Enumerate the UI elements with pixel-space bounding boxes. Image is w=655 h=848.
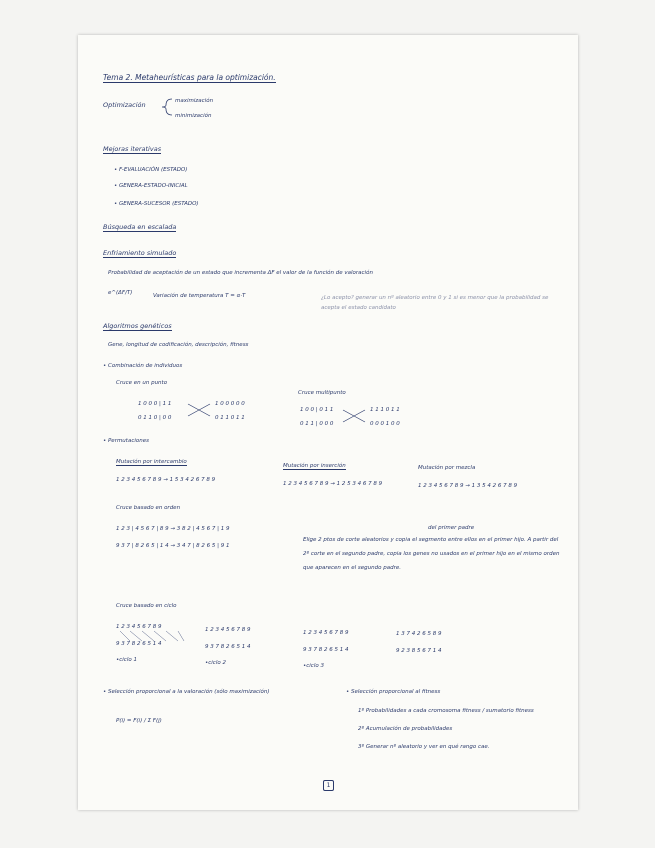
enfriamiento-note: ¿Lo acepto? generar un nº aleatorio entre 0 y 1 si es menor que la probabilidad se acepta el estado candidato (321, 295, 549, 311)
cruce-orden-label: Cruce basado en orden (116, 505, 181, 511)
enfriamiento-line1: Probabilidad de aceptación de un estado que incrementa ΔF el valor de la función de valoración (108, 270, 373, 276)
mut-mezcla-label: Mutación por mezcla (418, 465, 476, 471)
mejoras-item-3: • GENERA-SUCESOR (ESTADO) (114, 201, 199, 207)
optim-label: Optimización (103, 101, 146, 109)
mut-intercambio-label: Mutación por intercambio (116, 459, 187, 465)
ciclo1-row-a: 1 2 3 4 5 6 7 8 9 (116, 624, 162, 630)
cruce-multi-child-a: 1 1 1 0 1 1 (370, 407, 400, 413)
seleccion-right: • Selección proporcional al fitness (346, 689, 441, 695)
mejoras-item-2: • GENERA-ESTADO-INICIAL (114, 183, 188, 189)
cycle-lines-icon (118, 630, 188, 642)
busqueda-heading: Búsqueda en escalada (103, 223, 177, 231)
brace-icon (160, 97, 174, 117)
seleccion-formula: P(i) = F(i) / Σ F(j) (116, 718, 162, 724)
ciclo2-row-b: 9 3 7 8 2 6 5 1 4 (205, 644, 251, 650)
notebook-page (78, 35, 578, 810)
cruce-orden-note: Elige 2 ptos de corte aleatorios y copia el segmento entre ellos en el primer hijo. A partir del 2º corte en el segundo padre, copia los genes no usados en el primer hijo en el mismo orden que aparecen en el segundo padre. (303, 537, 560, 571)
cruce-multi-parent-b: 0 1 1 | 0 0 0 (300, 421, 334, 427)
permutaciones-label: • Permutaciones (103, 438, 149, 444)
cruce-multi-label: Cruce multipunto (298, 390, 346, 396)
mejoras-item-1: • F-EVALUACIÓN (ESTADO) (114, 167, 188, 173)
cruce-orden-note-top: del primer padre (428, 525, 475, 531)
seleccion-left: • Selección proporcional a la valoración (sólo maximización) (103, 689, 270, 695)
ciclo-result-row-a: 1 3 7 4 2 6 5 8 9 (396, 631, 442, 637)
mejoras-heading: Mejoras iterativas (103, 145, 162, 153)
cruce-punto-parent-b: 0 1 1 0 | 0 0 (138, 415, 172, 421)
cruce-punto-parent-a: 1 0 0 0 | 1 1 (138, 401, 172, 407)
mut-insercion-example: 1 2 3 4 5 6 7 8 9 → 1 2 5 3 4 6 7 8 9 (283, 481, 383, 487)
ciclo1-label: •ciclo 1 (116, 657, 137, 663)
page-number: 1 (323, 780, 334, 791)
seleccion-step-1: 1º Probabilidades a cada cromosoma fitness / sumatorio fitness (358, 708, 534, 714)
cruce-multi-parent-a: 1 0 0 | 0 1 1 (300, 407, 334, 413)
algoritmos-heading: Algoritmos genéticos (103, 322, 172, 330)
algoritmos-gen: Gene, longitud de codificación, descripción, fitness (108, 342, 249, 348)
cruce-orden-row-b: 9 3 7 | 8 2 6 5 | 1 4 → 3 4 7 | 8 2 6 5 | 9 1 (116, 543, 230, 549)
cross-arrow-icon (341, 407, 367, 425)
mut-intercambio-example: 1 2 3 4 5 6 7 8 9 → 1 5 3 4 2 6 7 8 9 (116, 477, 216, 483)
enfriamiento-heading: Enfriamiento simulado (103, 249, 177, 257)
cruce-ciclo-label: Cruce basado en ciclo (116, 603, 177, 609)
cruce-multi-child-b: 0 0 0 1 0 0 (370, 421, 400, 427)
ciclo-result-row-b: 9 2 3 8 5 6 7 1 4 (396, 648, 442, 654)
optim-max: maximización (175, 98, 214, 104)
algoritmos-comb: • Combinación de individuos (103, 363, 183, 369)
cruce-punto-label: Cruce en un punto (116, 380, 168, 386)
ciclo3-label: •ciclo 3 (303, 663, 324, 669)
enfriamiento-line2: Variación de temperatura T = α·T (153, 293, 246, 299)
cruce-orden-row-a: 1 2 3 | 4 5 6 7 | 8 9 → 3 8 2 | 4 5 6 7 | 1 9 (116, 526, 230, 532)
ciclo2-label: •ciclo 2 (205, 660, 226, 666)
mut-mezcla-example: 1 2 3 4 5 6 7 8 9 → 1 3 5 4 2 6 7 8 9 (418, 483, 518, 489)
mut-insercion-label: Mutación por inserción (283, 463, 346, 469)
seleccion-step-3: 3º Generar nº aleatorio y ver en qué rango cae. (358, 744, 490, 750)
seleccion-step-2: 2º Acumulación de probabilidades (358, 726, 453, 732)
ciclo3-row-a: 1 2 3 4 5 6 7 8 9 (303, 630, 349, 636)
cruce-punto-child-a: 1 0 0 0 0 0 (215, 401, 245, 407)
page-title: Tema 2. Metaheurísticas para la optimización. (103, 73, 276, 82)
cruce-punto-child-b: 0 1 1 0 1 1 (215, 415, 245, 421)
cross-arrow-icon (186, 401, 212, 419)
optim-min: minimización (175, 113, 212, 119)
ciclo1-row-b: 9 3 7 8 2 6 5 1 4 (116, 641, 162, 647)
ciclo2-row-a: 1 2 3 4 5 6 7 8 9 (205, 627, 251, 633)
enfriamiento-formula: e^(ΔF/T) (108, 290, 133, 296)
ciclo3-row-b: 9 3 7 8 2 6 5 1 4 (303, 647, 349, 653)
